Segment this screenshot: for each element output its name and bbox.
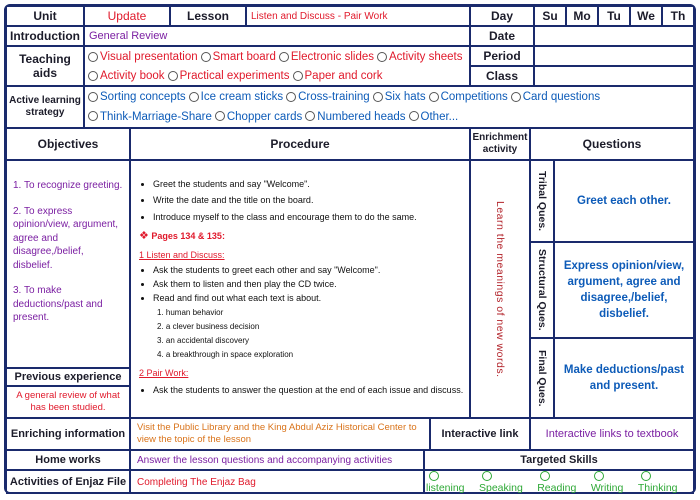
strategy-option[interactable]: Six hats: [370, 88, 426, 107]
procedure-item: • Ask the students to greet each other and say "Welcome".: [153, 265, 380, 276]
section2-list: [139, 385, 463, 401]
question-text-structural: Express opinion/view, argument, agree and disagree,/belief, disbelief.: [554, 242, 694, 338]
enriching-info-value: Visit the Public Library and the King Abdul Aziz Historical Center to view the topic of the lesson: [130, 418, 430, 450]
radio-circle-icon: [429, 471, 439, 481]
teaching-aids-text: Teaching aids: [19, 52, 71, 80]
aid-option[interactable]: Practical experiments: [165, 67, 290, 86]
day-label: Day: [470, 6, 534, 26]
radio-circle-icon: [641, 471, 651, 481]
period-field[interactable]: [534, 46, 694, 66]
teaching-aids-label: [6, 46, 84, 86]
class-field[interactable]: [534, 66, 694, 86]
procedure-item: • Read and find out what each text is about.: [153, 293, 380, 304]
previous-experience-label: Previous experience: [6, 368, 130, 386]
question-type-structural: [530, 242, 554, 338]
radio-circle-icon: [305, 111, 315, 121]
question-type-text: Tribal Ques.: [536, 170, 548, 232]
strategy-option[interactable]: Numbered heads: [302, 108, 405, 127]
lesson-label: Lesson: [170, 6, 246, 26]
aid-option[interactable]: Smart board: [198, 48, 276, 67]
sub-item: 3. an accidental discovery: [157, 335, 250, 345]
interactive-link-value[interactable]: Interactive links to textbook: [530, 418, 694, 450]
previous-experience-value: A general review of what has been studied.: [6, 386, 130, 418]
radio-circle-icon: [286, 92, 296, 102]
pages-heading: ❖ Pages 134 & 135:: [139, 229, 225, 242]
radio-circle-icon: [373, 92, 383, 102]
objectives-header: Objectives: [6, 128, 130, 160]
radio-circle-icon: [201, 52, 211, 62]
radio-circle-icon: [215, 111, 225, 121]
targeted-skills-label: Targeted Skills: [424, 450, 694, 470]
skills-options: [424, 470, 694, 494]
strategy-option[interactable]: Card questions: [508, 88, 600, 107]
unit-value: Update: [84, 6, 170, 26]
strategy-option[interactable]: Think-Marriage-Share: [85, 108, 212, 127]
aid-option[interactable]: Electronic slides: [276, 48, 374, 67]
skill-option[interactable]: Speaking: [479, 470, 537, 494]
radio-circle-icon: [409, 111, 419, 121]
question-type-final: [530, 338, 554, 418]
strategy-option[interactable]: Other...: [406, 108, 459, 127]
radio-circle-icon: [293, 71, 303, 81]
teaching-aids-options: [84, 46, 470, 86]
aid-option[interactable]: Activity sheets: [374, 48, 463, 67]
enrichment-body: [470, 160, 530, 418]
strategies-options: [84, 86, 694, 128]
home-works-value: Answer the lesson questions and accompanying activities: [130, 450, 424, 470]
aid-option[interactable]: Activity book: [85, 67, 165, 86]
day-tu: Tu: [598, 6, 630, 26]
procedure-body: [130, 160, 470, 418]
radio-circle-icon: [377, 52, 387, 62]
objective-item: 3. To make deductions/past and present.: [13, 285, 103, 323]
diamond-icon: ❖: [139, 229, 149, 242]
date-field[interactable]: [534, 26, 694, 46]
enriching-info-label: Enriching information: [6, 418, 130, 450]
radio-circle-icon: [168, 71, 178, 81]
procedure-item: • Introduce myself to the class and encourage them to do the same.: [153, 212, 417, 223]
radio-circle-icon: [88, 71, 98, 81]
skill-option[interactable]: Thinking: [638, 470, 692, 494]
day-th: Th: [662, 6, 694, 26]
sub-item: 2. a clever business decision: [157, 321, 260, 331]
procedure-item: • Write the date and the title on the board.: [153, 195, 417, 206]
radio-circle-icon: [279, 52, 289, 62]
strategy-option[interactable]: Ice cream sticks: [186, 88, 283, 107]
period-label: Period: [470, 46, 534, 66]
radio-circle-icon: [429, 92, 439, 102]
enrichment-header: Enrichment activity: [470, 128, 530, 160]
section1-list: [139, 265, 380, 308]
sub-item: 4. a breakthrough in space exploration: [157, 349, 294, 359]
radio-circle-icon: [189, 92, 199, 102]
enjaz-label: Activities of Enjaz File: [6, 470, 130, 494]
radio-circle-icon: [88, 111, 98, 121]
lesson-value: Listen and Discuss - Pair Work: [246, 6, 470, 26]
radio-circle-icon: [594, 471, 604, 481]
introduction-label: Introduction: [6, 26, 84, 46]
section2-title: 2 Pair Work:: [139, 367, 189, 378]
radio-circle-icon: [482, 471, 492, 481]
radio-circle-icon: [511, 92, 521, 102]
home-works-label: Home works: [6, 450, 130, 470]
objective-item: 2. To express opinion/view, argument, agree and disagree,/belief, disbelief.: [13, 205, 119, 271]
objective-item: 1. To recognize greeting.: [13, 180, 123, 191]
enrichment-text: Learn the meanings of new words.: [494, 200, 506, 378]
questions-header: Questions: [530, 128, 694, 160]
skill-option[interactable]: Writing: [591, 470, 638, 494]
question-type-tribal: [530, 160, 554, 242]
strategy-option[interactable]: Cross-training: [283, 88, 370, 107]
skill-option[interactable]: listening: [426, 470, 479, 494]
objectives-body: [6, 160, 130, 368]
strategy-option[interactable]: Competitions: [426, 88, 508, 107]
enjaz-value: Completing The Enjaz Bag: [130, 470, 424, 494]
procedure-item: • Ask the students to answer the question at the end of each issue and discuss.: [153, 385, 463, 396]
section1-title: 1 Listen and Discuss:: [139, 249, 225, 260]
unit-label: Unit: [6, 6, 84, 26]
day-we: We: [630, 6, 662, 26]
question-type-text: Final Ques.: [536, 349, 548, 407]
question-type-text: Structural Ques.: [536, 249, 548, 331]
procedure-item: • Greet the students and say "Welcome".: [153, 179, 417, 190]
strategy-option[interactable]: Sorting concepts: [85, 88, 186, 107]
radio-circle-icon: [88, 92, 98, 102]
class-label: Class: [470, 66, 534, 86]
procedure-header: Procedure: [130, 128, 470, 160]
question-text-tribal: Greet each other.: [554, 160, 694, 242]
question-text-final: Make deductions/past and present.: [554, 338, 694, 418]
introduction-value: General Review: [84, 26, 470, 46]
interactive-link-label: Interactive link: [430, 418, 530, 450]
radio-circle-icon: [88, 52, 98, 62]
sub-item: 1. human behavior: [157, 307, 224, 317]
skill-option[interactable]: Reading: [537, 470, 591, 494]
aid-option[interactable]: Visual presentation: [85, 48, 198, 67]
day-su: Su: [534, 6, 566, 26]
strategy-option[interactable]: Chopper cards: [212, 108, 302, 127]
aid-option[interactable]: Paper and cork: [290, 67, 383, 86]
radio-circle-icon: [540, 471, 550, 481]
day-mo: Mo: [566, 6, 598, 26]
date-label: Date: [470, 26, 534, 46]
procedure-item: • Ask them to listen and then play the CD twice.: [153, 279, 380, 290]
procedure-intro-list: [139, 179, 417, 228]
active-learning-label: Active learning strategy: [6, 86, 84, 128]
